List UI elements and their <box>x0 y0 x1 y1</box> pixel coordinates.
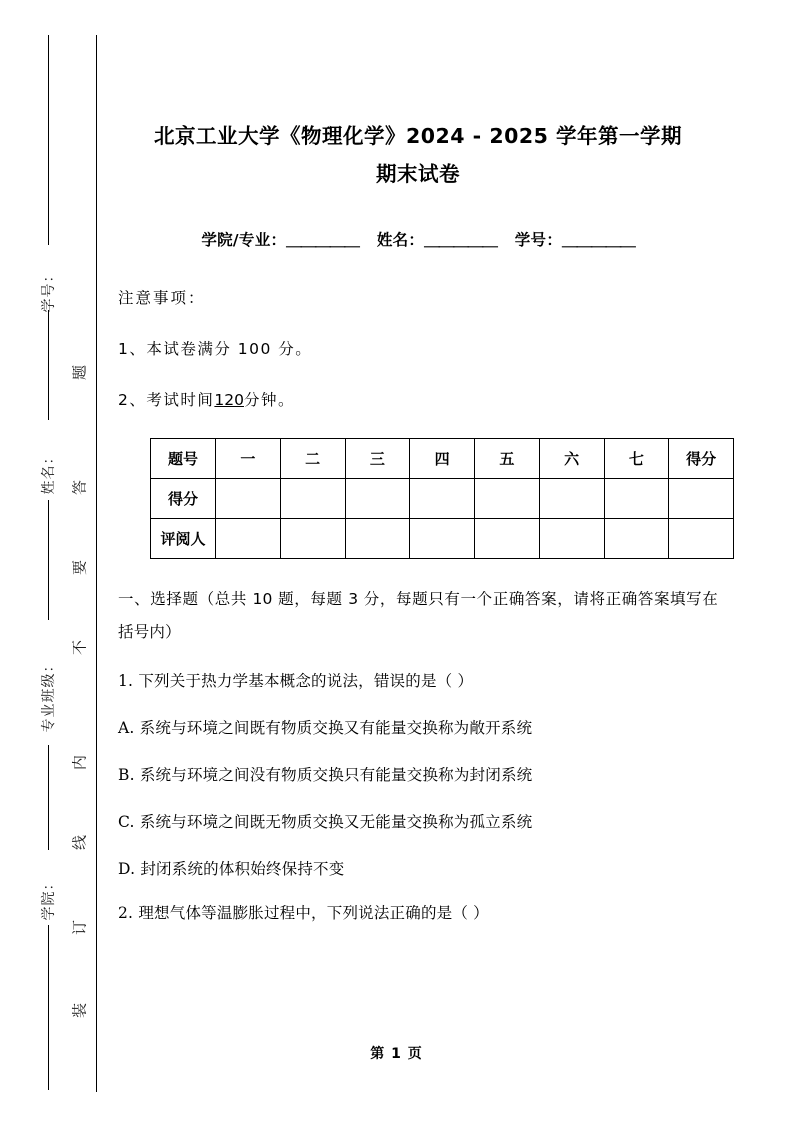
exam-paper-body <box>118 0 718 926</box>
score-cell[interactable] <box>539 518 604 558</box>
name-label: 姓名： <box>376 230 425 249</box>
margin-char-xian: 线 <box>70 835 89 851</box>
score-cell: 四 <box>410 438 475 478</box>
option-item[interactable] <box>118 810 718 835</box>
margin-sub-rule-1 <box>48 35 49 245</box>
option-label: A. <box>118 719 135 738</box>
student-info-line <box>118 228 718 250</box>
score-cell[interactable] <box>345 478 410 518</box>
score-row-header: 题号 <box>151 438 216 478</box>
student-id-blank[interactable]: ＿＿＿＿＿ <box>562 230 635 249</box>
score-cell[interactable] <box>604 478 669 518</box>
score-cell[interactable] <box>216 478 281 518</box>
margin-char-ti: 题 <box>70 365 89 381</box>
margin-char-da: 答 <box>70 480 89 496</box>
table-row <box>151 438 734 478</box>
margin-label-name: 姓名： <box>41 449 57 495</box>
option-text: 系统与环境之间既无物质交换又无能量交换称为孤立系统 <box>139 812 533 831</box>
margin-sub-rule-5 <box>48 925 49 1090</box>
note-item-2-post: 分钟。 <box>243 390 295 409</box>
question-number: 2. <box>118 904 134 923</box>
page-title-line1: 北京工业大学《物理化学》2024 - 2025 学年第一学期 <box>153 124 683 148</box>
margin-label-class: 专业班级： <box>41 657 57 733</box>
score-cell[interactable] <box>669 518 734 558</box>
score-cell[interactable] <box>280 518 345 558</box>
score-cell[interactable] <box>669 478 734 518</box>
score-cell: 五 <box>475 438 540 478</box>
exam-duration-value: 120 <box>214 390 244 409</box>
option-item[interactable] <box>118 763 718 788</box>
option-text: 系统与环境之间没有物质交换只有能量交换称为封闭系统 <box>139 766 533 785</box>
margin-sub-rule-3 <box>48 500 49 620</box>
table-row <box>151 518 734 558</box>
option-label: D. <box>118 859 136 878</box>
margin-char-zhuang: 装 <box>70 1003 89 1019</box>
margin-char-nei: 内 <box>70 755 89 771</box>
option-text: 封闭系统的体积始终保持不变 <box>140 859 345 878</box>
score-cell[interactable] <box>410 478 475 518</box>
notes-heading: 注意事项： <box>118 288 206 307</box>
dept-blank[interactable]: ＿＿＿＿＿ <box>286 230 359 249</box>
option-text: 系统与环境之间既有物质交换又有能量交换称为敞开系统 <box>139 719 533 738</box>
page-footer: 第 1 页 <box>370 1046 423 1062</box>
note-item-2 <box>118 388 718 410</box>
name-blank[interactable]: ＿＿＿＿＿ <box>424 230 497 249</box>
page-title-line2: 期末试卷 <box>376 161 460 186</box>
score-cell: 得分 <box>669 438 734 478</box>
score-row-header: 评阅人 <box>151 518 216 558</box>
score-table <box>150 438 734 559</box>
question-number: 1. <box>118 672 134 691</box>
question-text: 理想气体等温膨胀过程中，下列说法正确的是（ ） <box>138 904 489 923</box>
score-cell: 一 <box>216 438 281 478</box>
question-item <box>118 669 718 694</box>
section-heading: 一、选择题（总共 10 题，每题 3 分，每题只有一个正确答案，请将正确答案填写在括号内） <box>118 589 718 642</box>
option-label: C. <box>118 812 135 831</box>
score-cell[interactable] <box>216 518 281 558</box>
table-row <box>151 478 734 518</box>
option-item[interactable] <box>118 857 718 882</box>
margin-label-college: 学院： <box>41 875 57 921</box>
note-item-2-pre: 2、考试时间 <box>118 390 215 409</box>
margin-char-bu: 不 <box>70 640 89 656</box>
margin-sub-rule-2 <box>48 310 49 420</box>
score-cell: 二 <box>280 438 345 478</box>
margin-char-yao: 要 <box>70 560 89 576</box>
score-cell: 七 <box>604 438 669 478</box>
score-cell[interactable] <box>410 518 475 558</box>
option-item[interactable] <box>118 716 718 741</box>
score-cell[interactable] <box>475 478 540 518</box>
margin-char-ding: 订 <box>70 920 89 936</box>
option-label: B. <box>118 766 135 785</box>
note-item-1: 1、本试卷满分 100 分。 <box>118 339 313 358</box>
dept-label: 学院/专业： <box>201 230 287 249</box>
score-row-header: 得分 <box>151 478 216 518</box>
score-cell[interactable] <box>280 478 345 518</box>
score-cell: 三 <box>345 438 410 478</box>
page-title <box>118 0 718 194</box>
student-id-label: 学号： <box>514 230 563 249</box>
question-text: 下列关于热力学基本概念的说法，错误的是（ ） <box>138 672 474 691</box>
margin-sub-rule-4 <box>48 745 49 850</box>
question-item <box>118 901 718 926</box>
score-cell[interactable] <box>475 518 540 558</box>
score-cell[interactable] <box>345 518 410 558</box>
score-cell: 六 <box>539 438 604 478</box>
score-cell[interactable] <box>539 478 604 518</box>
margin-main-rule <box>96 35 97 1092</box>
binding-margin <box>0 0 97 1122</box>
score-cell[interactable] <box>604 518 669 558</box>
margin-label-student-id: 学号： <box>41 267 57 313</box>
